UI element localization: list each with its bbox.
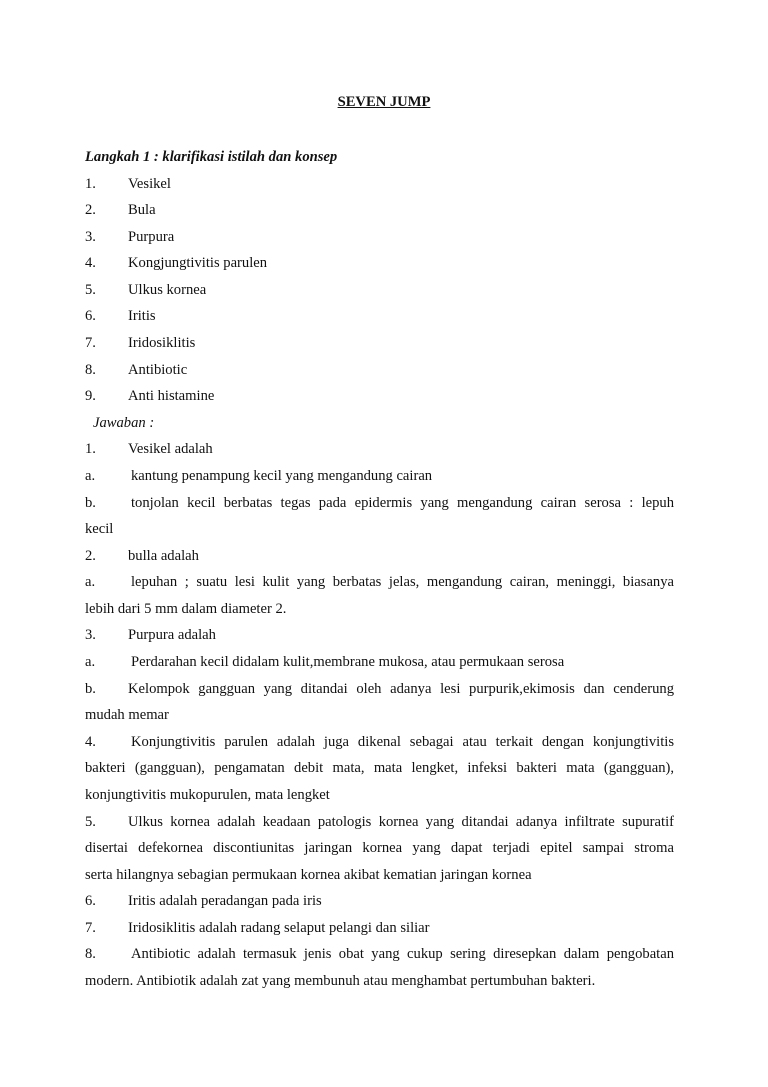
answer-text: Iritis adalah peradangan pada iris — [128, 893, 322, 910]
item-number: 4. — [85, 255, 96, 272]
term-text: Purpura — [128, 228, 175, 245]
answer-item — [85, 732, 674, 752]
answer-continuation — [85, 865, 674, 885]
answer-text: konjungtivitis mukopurulen, mata lengket — [85, 786, 330, 803]
item-number: 3. — [85, 627, 96, 644]
title-text: SEVEN JUMP — [337, 94, 431, 110]
answer-item — [85, 679, 674, 699]
answer-item — [85, 466, 674, 486]
item-number: 7. — [85, 919, 96, 936]
answer-text: bakteri (gangguan), pengamatan debit mata, mata lengket, infeksi bakteri mata (gangguan), — [85, 760, 674, 777]
answer-text: Antibiotic adalah termasuk jenis obat yang cukup sering diresepkan dalam pengobatan — [131, 946, 674, 963]
answer-item — [85, 891, 674, 911]
item-number: a. — [85, 467, 96, 484]
answer-text: kecil — [85, 521, 114, 538]
answers-label — [93, 413, 682, 433]
item-number: 2. — [85, 202, 96, 219]
answer-continuation — [85, 838, 674, 858]
item-number: 2. — [85, 547, 96, 564]
term-text: Iritis — [128, 308, 156, 325]
term-text: Ulkus kornea — [128, 281, 207, 298]
item-number: 6. — [85, 308, 96, 325]
answer-continuation — [85, 599, 674, 619]
item-number: b. — [85, 494, 96, 511]
item-number: 4. — [85, 733, 96, 750]
answer-item — [85, 918, 674, 938]
answer-text: Perdarahan kecil didalam kulit,membrane mukosa, atau permukaan serosa — [131, 654, 565, 671]
answer-text: tonjolan kecil berbatas tegas pada epidermis yang mengandung cairan serosa : lepuh — [131, 494, 674, 511]
term-text: Antibiotic — [128, 361, 188, 378]
term-text: Bula — [128, 202, 156, 219]
item-number: 7. — [85, 335, 96, 352]
answer-text: Iridosiklitis adalah radang selaput pelangi dan siliar — [128, 919, 430, 936]
term-list-item — [85, 253, 674, 273]
answer-text: Vesikel adalah — [128, 441, 213, 458]
item-number: 5. — [85, 813, 96, 830]
term-list-item — [85, 280, 674, 300]
answer-item — [85, 572, 674, 592]
term-text: Iridosiklitis — [128, 335, 196, 352]
answer-item — [85, 625, 674, 645]
answer-item — [85, 493, 674, 513]
term-list-item — [85, 386, 674, 406]
term-list-item — [85, 227, 674, 247]
term-list-item — [85, 174, 674, 194]
answer-item — [85, 812, 674, 832]
term-text: Kongjungtivitis parulen — [128, 255, 268, 272]
item-number: a. — [85, 574, 96, 591]
answer-text: Purpura adalah — [128, 627, 216, 644]
answer-text: lepuhan ; suatu lesi kulit yang berbatas jelas, mengandung cairan, meninggi, biasanya — [131, 574, 674, 591]
answer-text: Ulkus kornea adalah keadaan patologis kornea yang ditandai adanya infiltrate supuratif — [128, 813, 674, 830]
item-number: a. — [85, 654, 96, 671]
answer-item — [85, 944, 674, 964]
answer-text: mudah memar — [85, 707, 169, 724]
answer-text: Kelompok gangguan yang ditandai oleh adanya lesi purpurik,ekimosis dan cenderung — [128, 680, 674, 697]
section-heading — [85, 147, 674, 167]
answer-item — [85, 439, 674, 459]
item-number: 9. — [85, 388, 96, 405]
answer-continuation — [85, 971, 674, 991]
answer-text: kantung penampung kecil yang mengandung cairan — [131, 467, 433, 484]
item-number: 3. — [85, 228, 96, 245]
term-text: Anti histamine — [128, 388, 215, 405]
item-number: 8. — [85, 361, 96, 378]
answer-continuation — [85, 519, 674, 539]
answer-text: modern. Antibiotik adalah zat yang membunuh atau menghambat pertumbuhan bakteri. — [85, 972, 596, 989]
answer-item — [85, 652, 674, 672]
item-number: 1. — [85, 175, 96, 192]
item-number: 1. — [85, 441, 96, 458]
heading-text: Langkah 1 : klarifikasi istilah dan konsep — [85, 149, 338, 165]
term-text: Vesikel — [128, 175, 171, 192]
term-list-item — [85, 306, 674, 326]
item-number: b. — [85, 680, 96, 697]
answer-item — [85, 546, 674, 566]
answer-text: lebih dari 5 mm dalam diameter 2. — [85, 600, 287, 617]
answer-continuation — [85, 785, 674, 805]
item-number: 5. — [85, 281, 96, 298]
document-title — [0, 94, 768, 111]
answers-label-text: Jawaban : — [93, 414, 155, 431]
item-number: 6. — [85, 893, 96, 910]
answer-text: Konjungtivitis parulen adalah juga dikenal sebagai atau terkait dengan konjungtivitis — [131, 733, 674, 750]
term-list-item — [85, 360, 674, 380]
answer-text: disertai defekornea discontiunitas jaringan kornea yang dapat terjadi epitel sampai stroma — [85, 840, 674, 857]
term-list-item — [85, 200, 674, 220]
answer-continuation — [85, 705, 674, 725]
item-number: 8. — [85, 946, 96, 963]
term-list-item — [85, 333, 674, 353]
answer-text: serta hilangnya sebagian permukaan kornea akibat kematian jaringan kornea — [85, 866, 532, 883]
answer-continuation — [85, 758, 674, 778]
answer-text: bulla adalah — [128, 547, 199, 564]
